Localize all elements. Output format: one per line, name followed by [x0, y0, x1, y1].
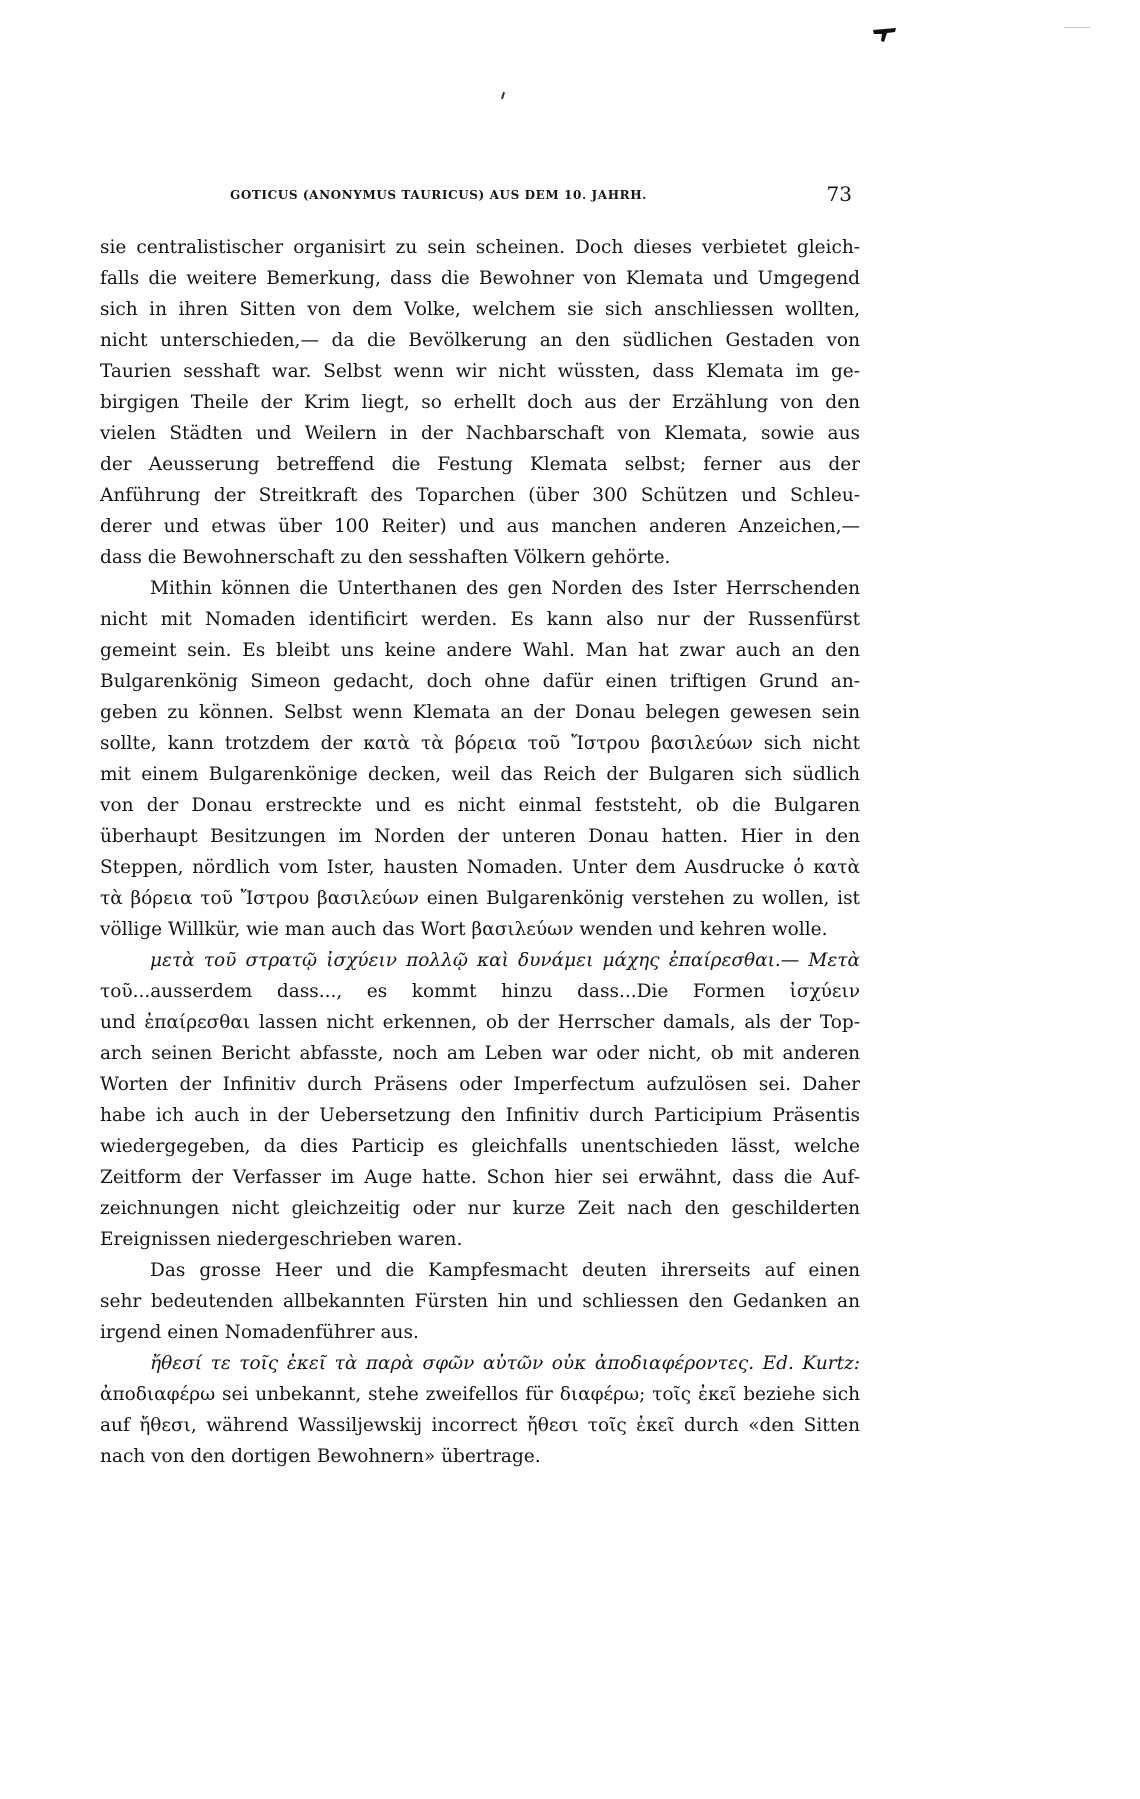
text-line: nicht mit Nomaden identificirt werden. Es kann also nur der Russenfürst [100, 609, 860, 630]
text-line: τὰ βόρεια τοῦ Ἴστρου βασιλεύων einen Bulgarenkönig verstehen zu wollen, ist [100, 888, 860, 909]
text-line: τοῦ...ausserdem dass..., es kommt hinzu dass...Die Formen ἰσχύειν [100, 981, 860, 1002]
text-line: auf ἤθεσι, während Wassiljewskij incorrect ἤθεσι τοῖς ἐκεῖ durch «den Sitten [100, 1415, 860, 1436]
text-line: derer und etwas über 100 Reiter) und aus manchen anderen Anzeichen,— [100, 516, 860, 537]
page-number: 73 [826, 182, 852, 206]
text-line: Steppen, nördlich vom Ister, hausten Nomaden. Unter dem Ausdrucke ὁ κατὰ [100, 857, 860, 878]
text-line: gemeint sein. Es bleibt uns keine andere Wahl. Man hat zwar auch an den [100, 640, 860, 661]
scan-edge-line [1064, 27, 1090, 28]
text-line: ἀποδιαφέρω sei unbekannt, stehe zweifellos für διαφέρω; τοῖς ἐκεῖ beziehe sich [100, 1384, 860, 1405]
scan-corner-mark-icon [872, 26, 900, 44]
paragraph-start-line: Mithin können die Unterthanen des gen Norden des Ister Herrschenden [150, 578, 860, 599]
text-line: habe ich auch in der Uebersetzung den Infinitiv durch Participium Präsentis [100, 1105, 860, 1126]
text-line: Ereignissen niedergeschrieben waren. [100, 1229, 463, 1250]
text-line: Zeitform der Verfasser im Auge hatte. Schon hier sei erwähnt, dass die Auf- [100, 1167, 860, 1188]
text-line: völlige Willkür, wie man auch das Wort βασιλεύων wenden und kehren wolle. [100, 919, 828, 940]
text-line: mit einem Bulgarenkönige decken, weil das Reich der Bulgaren sich südlich [100, 764, 860, 785]
greek-quote-line: ἤθεσί τε τοῖς ἐκεῖ τὰ παρὰ σφῶν αὐτῶν οὐκ ἀποδιαφέροντες. Ed. Kurtz: [150, 1353, 860, 1374]
text-line: von der Donau erstreckte und es nicht einmal feststeht, ob die Bulgaren [100, 795, 860, 816]
text-line: sie centralistischer organisirt zu sein scheinen. Doch dieses verbietet gleich- [100, 237, 860, 258]
running-head [230, 184, 852, 208]
text-line: arch seinen Bericht abfasste, noch am Leben war oder nicht, ob mit anderen [100, 1043, 860, 1064]
text-line: und ἐπαίρεσθαι lassen nicht erkennen, ob der Herrscher damals, als der Top- [100, 1012, 860, 1033]
text-line: Taurien sesshaft war. Selbst wenn wir nicht wüssten, dass Klemata im ge- [100, 361, 860, 382]
text-line: irgend einen Nomadenführer aus. [100, 1322, 419, 1343]
text-line: Anführung der Streitkraft des Toparchen (über 300 Schützen und Schleu- [100, 485, 860, 506]
paragraph-start-line: Das grosse Heer und die Kampfesmacht deuten ihrerseits auf einen [150, 1260, 860, 1281]
text-line: der Aeusserung betreffend die Festung Klemata selbst; ferner aus der [100, 454, 860, 475]
text-line: dass die Bewohnerschaft zu den sesshaften Völkern gehörte. [100, 547, 671, 568]
greek-quote-line: μετὰ τοῦ στρατῷ ἰσχύειν πολλῷ καὶ δυνάμει μάχης ἐπαίρεσθαι.— Μετὰ [150, 950, 860, 971]
text-line: geben zu können. Selbst wenn Klemata an der Donau belegen gewesen sein [100, 702, 860, 723]
text-line: überhaupt Besitzungen im Norden der unteren Donau hatten. Hier in den [100, 826, 860, 847]
body-text [100, 232, 860, 1472]
text-line: falls die weitere Bemerkung, dass die Bewohner von Klemata und Umgegend [100, 268, 860, 289]
text-line: Bulgarenkönig Simeon gedacht, doch ohne dafür einen triftigen Grund an- [100, 671, 860, 692]
text-line: nach von den dortigen Bewohnern» übertrage. [100, 1446, 541, 1467]
text-line: zeichnungen nicht gleichzeitig oder nur kurze Zeit nach den geschilderten [100, 1198, 860, 1219]
text-line: sollte, kann trotzdem der κατὰ τὰ βόρεια τοῦ Ἴστρου βασιλεύων sich nicht [100, 733, 860, 754]
text-line: wiedergegeben, da dies Particip es gleichfalls unentschieden lässt, welche [100, 1136, 860, 1157]
text-line: birgigen Theile der Krim liegt, so erhellt doch aus der Erzählung von den [100, 392, 860, 413]
text-line: sich in ihren Sitten von dem Volke, welchem sie sich anschliessen wollten, [100, 299, 860, 320]
running-title: GOTICUS (ANONYMUS TAURICUS) AUS DEM 10. JAHRH. [230, 188, 647, 202]
text-line: sehr bedeutenden allbekannten Fürsten hin und schliessen den Gedanken an [100, 1291, 860, 1312]
text-line: vielen Städten und Weilern in der Nachbarschaft von Klemata, sowie aus [100, 423, 860, 444]
text-line: nicht unterschieden,— da die Bevölkerung an den südlichen Gestaden von [100, 330, 860, 351]
text-line: Worten der Infinitiv durch Präsens oder Imperfectum aufzulösen sei. Daher [100, 1074, 860, 1095]
scan-speck [501, 92, 505, 99]
